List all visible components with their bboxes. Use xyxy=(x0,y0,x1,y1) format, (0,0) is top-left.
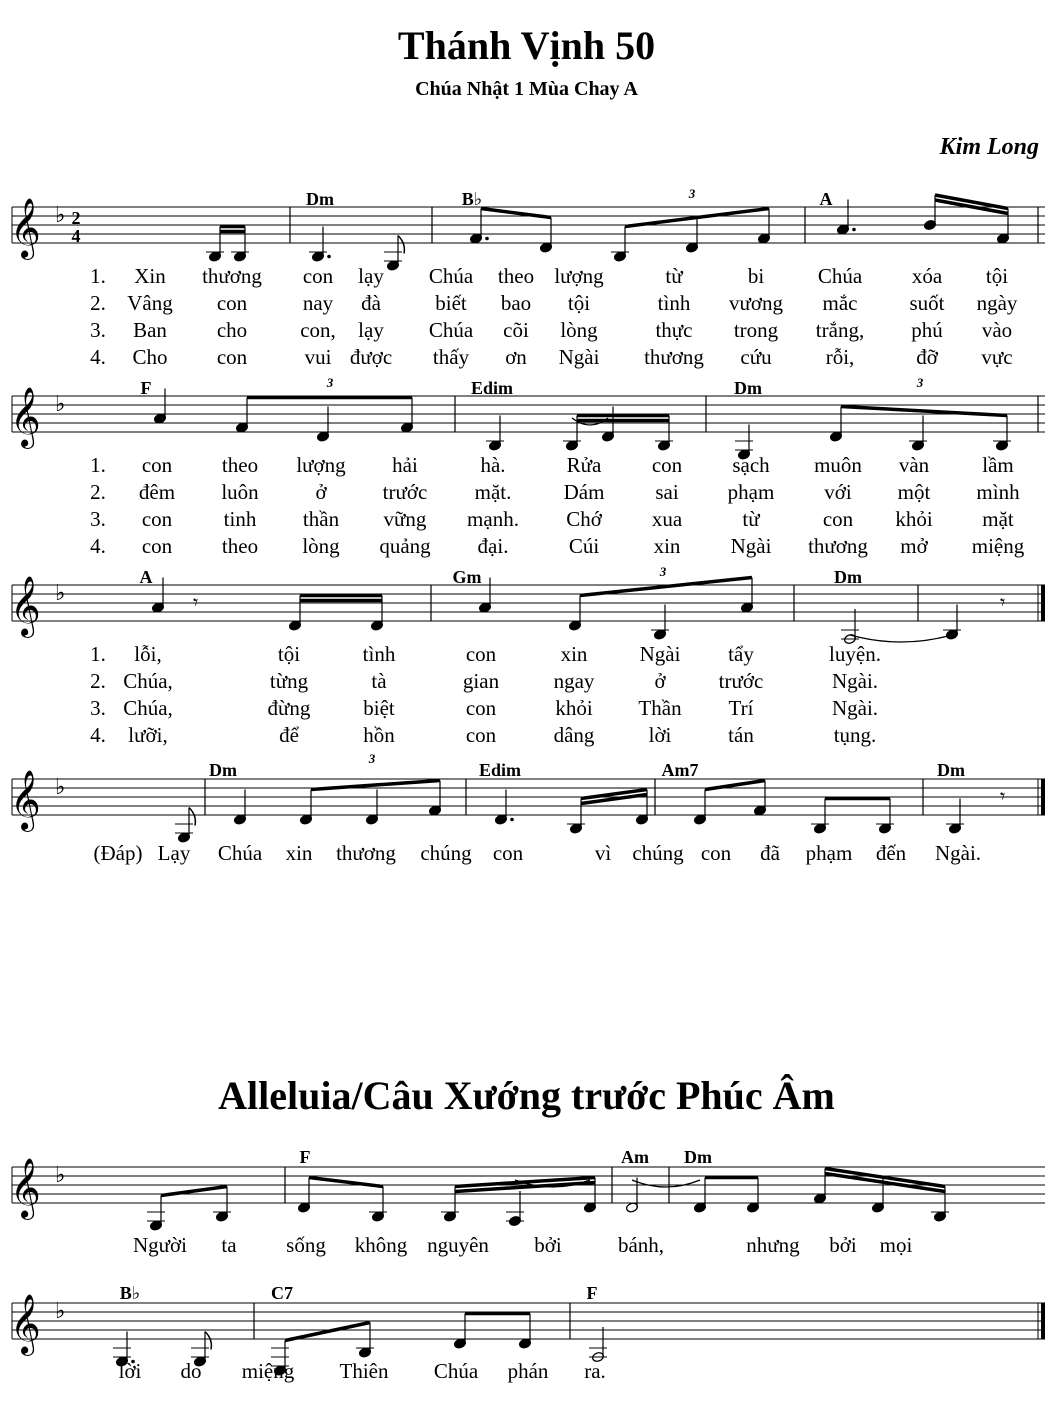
lyric-word: thương xyxy=(202,264,262,288)
lyric-word: tinh xyxy=(223,507,257,531)
lyric-word: cõi xyxy=(503,318,529,342)
eighth-rest-icon: 𝄾 xyxy=(193,592,199,614)
note-flag xyxy=(189,808,195,826)
lyric-word: xóa xyxy=(911,264,943,288)
lyric-word: sai xyxy=(655,480,679,504)
lyric-word: Ngài. xyxy=(831,669,879,693)
lyric-word: con, xyxy=(300,318,336,342)
lyric-word: ngay xyxy=(553,669,595,693)
treble-clef-icon: 𝄞 xyxy=(10,200,41,257)
treble-clef-icon: 𝄞 xyxy=(10,1296,41,1353)
lyric-word: mọi xyxy=(879,1233,913,1257)
lyric-word: xin xyxy=(653,534,681,558)
chord-symbol: Edim xyxy=(470,378,514,398)
lyric-word: do xyxy=(180,1359,202,1383)
key-flat-icon: ♭ xyxy=(55,774,66,799)
note-dot xyxy=(485,237,489,241)
lyric-word: tụng. xyxy=(833,723,877,747)
lyric-word: theo xyxy=(221,534,259,558)
lyric-word: thực xyxy=(655,318,693,342)
lyric-word: Ban xyxy=(133,318,167,342)
eighth-rest-icon: 𝄾 xyxy=(1000,592,1006,614)
chord-symbol: Dm xyxy=(834,567,862,587)
treble-clef-icon: 𝄞 xyxy=(10,389,41,446)
lyric-word: miệng xyxy=(241,1359,295,1383)
lyric-word: Ngài xyxy=(558,345,600,369)
note-beam xyxy=(580,578,752,596)
lyric-word: lượng xyxy=(554,264,604,288)
lyric-word: muôn xyxy=(814,453,862,477)
lyric-word: Chúa xyxy=(817,264,863,288)
chord-symbol: B♭ xyxy=(119,1283,141,1303)
lyric-word: con xyxy=(141,507,173,531)
final-barline xyxy=(1041,585,1045,621)
lyric-word: xua xyxy=(651,507,683,531)
lyric-word: vào xyxy=(981,318,1013,342)
lyric-word: theo xyxy=(221,453,259,477)
note-dot xyxy=(510,818,514,822)
lyric-word: tội xyxy=(985,264,1009,288)
lyric-word: Lạy xyxy=(157,841,191,865)
lyric-word: Dám xyxy=(563,480,605,504)
lyric-word: con xyxy=(216,345,248,369)
triplet-mark: 3 xyxy=(368,751,376,766)
lyric-word: phú xyxy=(911,318,943,342)
lyric-word: từ xyxy=(665,264,683,288)
lyric-word: con xyxy=(141,534,173,558)
verse-number: 4. xyxy=(90,534,106,558)
chord-symbol: Dm xyxy=(734,378,762,398)
verse-number: 2. xyxy=(90,669,106,693)
lyric-word: Ngài. xyxy=(831,696,879,720)
note-dot xyxy=(327,255,331,259)
lyric-word: lỗi, xyxy=(134,642,162,666)
tie-slur xyxy=(850,635,952,642)
lyric-word: lạy xyxy=(358,318,384,342)
lyric-word: theo xyxy=(497,264,535,288)
lyric-word: vững xyxy=(383,507,427,531)
lyric-word: con xyxy=(141,453,173,477)
lyric-word: trong xyxy=(733,318,779,342)
lyric-word: để xyxy=(279,723,299,747)
lyric-word: đại. xyxy=(477,534,509,558)
chord-symbol: A xyxy=(819,189,833,209)
lyric-word: Thiên xyxy=(339,1359,389,1383)
lyric-word: Chớ xyxy=(566,507,602,531)
lyric-word: nay xyxy=(302,291,334,315)
lyric-word: con xyxy=(465,723,497,747)
lyric-word: lầm xyxy=(982,453,1014,477)
chord-symbol: F xyxy=(586,1283,598,1303)
lyric-word: từng xyxy=(269,669,309,693)
eighth-rest-icon: 𝄾 xyxy=(1000,786,1006,808)
treble-clef-icon: 𝄞 xyxy=(10,578,41,635)
lyric-word: tình xyxy=(362,642,396,666)
verse-number: 2. xyxy=(90,291,106,315)
chord-symbol: Edim xyxy=(478,760,522,780)
lyric-word: Chúa xyxy=(433,1359,479,1383)
chord-symbol: Am xyxy=(621,1147,649,1167)
verse-number: 2. xyxy=(90,480,106,504)
chord-symbol: F xyxy=(140,378,152,398)
verse-number: 3. xyxy=(90,507,106,531)
lyric-word: rỗi, xyxy=(825,345,855,369)
lyric-word: con xyxy=(302,264,334,288)
lyric-word: vàn xyxy=(898,453,930,477)
lyric-word: vui xyxy=(304,345,332,369)
chord-symbol: C7 xyxy=(271,1283,293,1303)
lyric-word: bởi xyxy=(534,1233,562,1257)
lyric-word: con xyxy=(700,841,732,865)
triplet-mark: 3 xyxy=(659,564,667,579)
lyric-word: quảng xyxy=(379,534,431,558)
lyric-word: vương xyxy=(729,291,783,315)
lyric-word: đã xyxy=(760,841,780,865)
chord-symbol: A xyxy=(139,567,153,587)
lyric-word: mạnh. xyxy=(467,507,519,531)
chord-symbol: Dm xyxy=(937,760,965,780)
lyric-word: không xyxy=(354,1233,408,1257)
lyric-word: mình xyxy=(976,480,1020,504)
lyric-word: tội xyxy=(567,291,591,315)
lyric-word: ở xyxy=(654,669,666,693)
lyric-word: đến xyxy=(875,841,907,865)
lyric-word: ngày xyxy=(976,291,1018,315)
lyric-word: lời xyxy=(648,723,672,747)
lyric-word: đà xyxy=(361,291,381,315)
lyric-word: bánh, xyxy=(617,1233,665,1257)
lyric-word: Ngài xyxy=(639,642,681,666)
lyric-word: tán xyxy=(728,723,754,747)
lyric-word: Ngài xyxy=(730,534,772,558)
chord-symbol: B♭ xyxy=(461,189,483,209)
lyric-word: ở xyxy=(315,480,327,504)
lyric-word: luyện. xyxy=(829,642,881,666)
lyric-word: ơn xyxy=(505,345,527,369)
lyric-word: con xyxy=(651,453,683,477)
lyric-word: thương xyxy=(336,841,396,865)
lyric-word: sạch xyxy=(732,453,770,477)
lyric-word: trước xyxy=(718,669,764,693)
lyric-word: vì xyxy=(594,841,612,865)
triplet-mark: 3 xyxy=(916,375,924,390)
lyric-word: vực xyxy=(981,345,1013,369)
lyric-word: bao xyxy=(500,291,532,315)
lyric-word: phán xyxy=(507,1359,549,1383)
key-flat-icon: ♭ xyxy=(55,580,66,605)
lyric-word: cứu xyxy=(740,345,772,369)
lyric-word: luôn xyxy=(221,480,259,504)
lyric-word: Rửa xyxy=(566,453,602,477)
treble-clef-icon: 𝄞 xyxy=(10,1160,41,1217)
chord-symbol: Am7 xyxy=(661,760,699,780)
treble-clef-icon: 𝄞 xyxy=(10,772,41,829)
lyric-word: Chúa, xyxy=(123,669,173,693)
lyric-word: Trí xyxy=(728,696,754,720)
lyric-word: Thần xyxy=(638,696,682,720)
note-flag xyxy=(205,1332,211,1350)
lyric-word: với xyxy=(824,480,852,504)
lyric-word: con xyxy=(216,291,248,315)
lyric-word: phạm xyxy=(727,480,775,504)
composer-name: Kim Long xyxy=(939,134,1039,160)
lyric-word: Vâng xyxy=(127,291,173,315)
time-signature-bottom: 4 xyxy=(71,226,81,246)
verse-number: 1. xyxy=(90,264,106,288)
lyric-word: thần xyxy=(302,507,340,531)
lyric-word: trắng, xyxy=(815,318,865,342)
lyric-word: mở xyxy=(900,534,928,558)
lyric-word: sống xyxy=(286,1233,326,1257)
lyric-word: lời xyxy=(118,1359,142,1383)
lyric-word: ta xyxy=(221,1233,237,1257)
chord-symbol: Dm xyxy=(684,1147,712,1167)
note-dot xyxy=(852,228,856,232)
lyric-word: từ xyxy=(742,507,760,531)
chord-symbol: Dm xyxy=(209,760,237,780)
final-barline xyxy=(1041,1303,1045,1339)
lyric-word: Người xyxy=(133,1233,187,1257)
tie-slur xyxy=(632,1180,700,1187)
lyric-word: con xyxy=(465,696,497,720)
lyric-word: biết xyxy=(435,291,467,315)
lyric-word: chúng xyxy=(632,841,684,865)
triplet-mark: 3 xyxy=(326,375,334,390)
verse-number: 3. xyxy=(90,318,106,342)
time-signature-top: 2 xyxy=(71,208,81,228)
lyric-word: khỏi xyxy=(555,696,593,720)
key-flat-icon: ♭ xyxy=(55,202,66,227)
lyric-word: phạm xyxy=(805,841,853,865)
lyric-word: nhưng xyxy=(746,1233,800,1257)
lyric-word: mặt xyxy=(982,507,1014,531)
final-barline xyxy=(1041,779,1045,815)
lyric-word: miệng xyxy=(971,534,1025,558)
lyric-word: đêm xyxy=(138,480,176,504)
lyric-word: tẩy xyxy=(728,642,754,666)
lyric-word: nguyên xyxy=(427,1233,489,1257)
lyric-word: hải xyxy=(392,453,418,477)
lyric-word: biệt xyxy=(363,696,395,720)
lyric-word: (Đáp) xyxy=(93,841,143,865)
lyric-word: Chúa xyxy=(217,841,263,865)
chord-symbol: Dm xyxy=(306,189,334,209)
verse-number: 4. xyxy=(90,723,106,747)
lyric-word: đỡ xyxy=(916,345,938,369)
lyric-word: Ngài. xyxy=(934,841,982,865)
lyric-word: Chúa xyxy=(428,264,474,288)
lyric-word: mắc xyxy=(822,291,858,315)
lyric-word: con xyxy=(822,507,854,531)
key-flat-icon: ♭ xyxy=(55,1162,66,1187)
lyric-word: Xin xyxy=(134,264,166,288)
lyric-word: lòng xyxy=(302,534,340,558)
song-subtitle: Chúa Nhật 1 Mùa Chay A xyxy=(415,78,638,100)
verse-number: 1. xyxy=(90,642,106,666)
lyric-word: lưỡi, xyxy=(128,723,168,747)
lyric-word: thương xyxy=(644,345,704,369)
key-flat-icon: ♭ xyxy=(55,1298,66,1323)
lyric-word: cho xyxy=(216,318,248,342)
chord-symbol: F xyxy=(299,1147,311,1167)
lyric-word: xin xyxy=(560,642,588,666)
lyric-word: Chúa, xyxy=(123,696,173,720)
lyric-word: tội xyxy=(277,642,301,666)
key-flat-icon: ♭ xyxy=(55,391,66,416)
lyric-word: Chúa xyxy=(428,318,474,342)
lyric-word: lạy xyxy=(358,264,384,288)
verse-number: 1. xyxy=(90,453,106,477)
triplet-mark: 3 xyxy=(688,186,696,201)
lyric-word: được xyxy=(349,345,393,369)
song-title: Thánh Vịnh 50 xyxy=(397,23,656,68)
lyric-word: thấy xyxy=(432,345,470,369)
lyric-word: Cúi xyxy=(568,534,600,558)
lyric-word: tà xyxy=(371,669,387,693)
lyric-word: xin xyxy=(285,841,313,865)
lyric-word: gian xyxy=(462,669,500,693)
lyric-word: con xyxy=(492,841,524,865)
lyric-word: chúng xyxy=(420,841,472,865)
note-flag xyxy=(398,236,404,254)
lyric-word: hà. xyxy=(480,453,506,477)
note-beam xyxy=(285,1323,370,1341)
lyric-word: suốt xyxy=(909,291,945,315)
lyric-word: con xyxy=(465,642,497,666)
lyric-word: dâng xyxy=(553,723,595,747)
lyric-word: bởi xyxy=(829,1233,857,1257)
lyric-word: một xyxy=(897,480,931,504)
lyric-word: Cho xyxy=(132,345,168,369)
lyric-word: trước xyxy=(382,480,428,504)
lyric-word: khỏi xyxy=(895,507,933,531)
lyric-word: mặt. xyxy=(474,480,512,504)
lyric-word: bi xyxy=(747,264,765,288)
verse-number: 3. xyxy=(90,696,106,720)
lyric-word: thương xyxy=(808,534,868,558)
chord-symbol: Gm xyxy=(452,567,482,587)
verse-number: 4. xyxy=(90,345,106,369)
alleluia-title: Alleluia/Câu Xướng trước Phúc Âm xyxy=(218,1073,835,1118)
lyric-word: tình xyxy=(657,291,691,315)
lyric-word: lượng xyxy=(296,453,346,477)
lyric-word: hồn xyxy=(363,723,395,747)
lyric-word: đừng xyxy=(267,696,311,720)
lyric-word: ra. xyxy=(584,1359,606,1383)
lyric-word: lòng xyxy=(560,318,598,342)
